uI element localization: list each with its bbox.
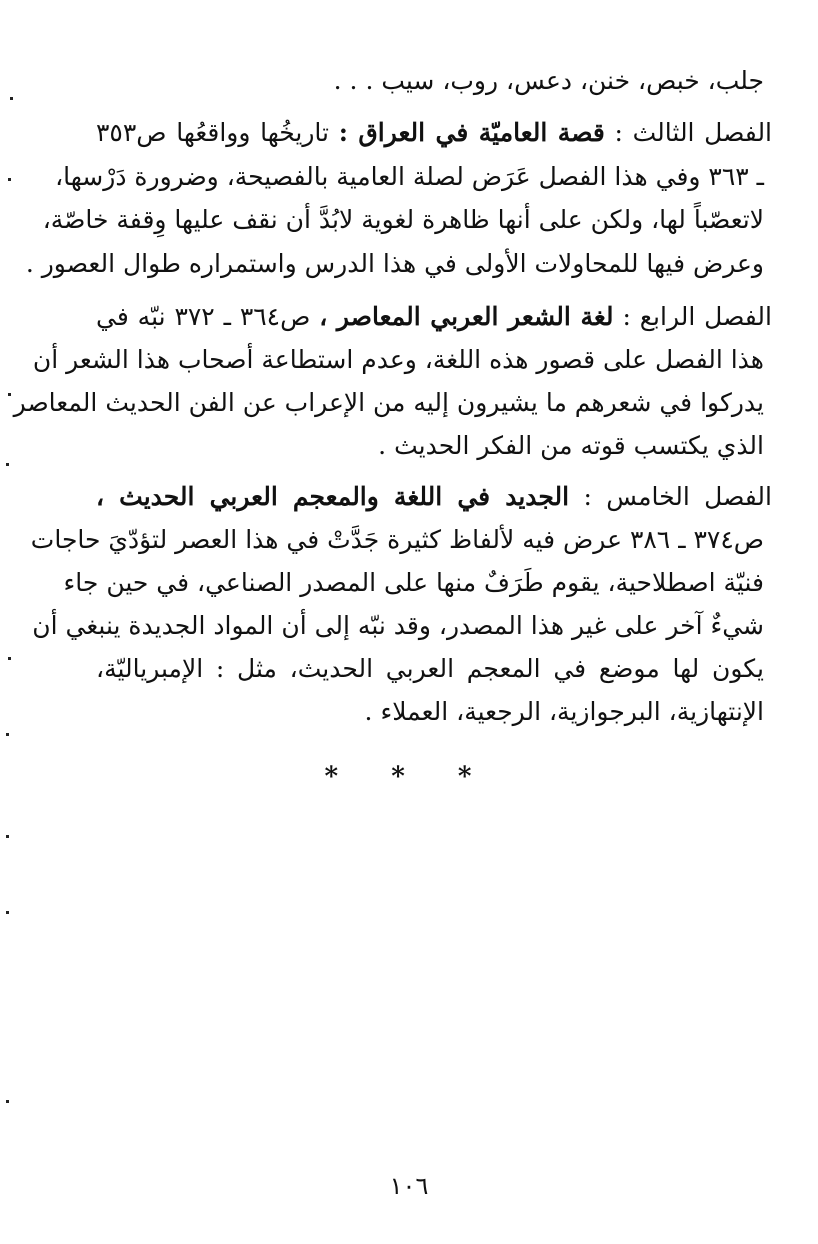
chapter3-text-2: ـ ٣٦٣ وفي هذا الفصل عَرَض لصلة العامية بالفصيحة، وضرورة دَرْسها، (55, 162, 764, 191)
scan-mark (6, 463, 9, 466)
chapter5-line-6 (96, 697, 764, 737)
chapter4-text-4: الذي يكتسب قوته من الفكر الحديث . (378, 431, 764, 460)
chapter5-line-5 (96, 654, 764, 694)
chapter4-text-3: يدركوا في شعرهم ما يشيرون إليه من الإعراب عن الفن الحديث المعاصر (13, 388, 764, 417)
chapter5-line-2 (30, 525, 764, 565)
page-number: ١٠٦ (389, 1172, 429, 1200)
chapter4-line-3 (13, 388, 764, 428)
scan-mark (6, 1100, 9, 1103)
chapter4-line-1 (96, 302, 772, 342)
chapter4-pages: ص٣٦٤ ـ ٣٧٢ نبّه في (96, 302, 311, 331)
chapter3-line-1 (96, 118, 772, 158)
scan-mark (8, 393, 11, 396)
chapter5-title: الجديد في اللغة والمعجم العربي الحديث ، (96, 482, 570, 511)
chapter3-lead: الفصل الثالث : (614, 118, 773, 147)
chapter4-line-2 (32, 345, 764, 385)
chapter4-lead: الفصل الرابع : (622, 302, 772, 331)
page-body (13, 0, 773, 740)
chapter5-text-3: فنيّة اصطلاحية، يقوم طَرَفٌ منها على المصدر الصناعي، في حين جاء (63, 568, 764, 597)
chapter5-line-4 (32, 611, 764, 651)
section-separator: * * * (324, 762, 494, 792)
chapter3-line-4 (25, 249, 764, 289)
chapter5-text-6: الإنتهازية، البرجوازية، الرجعية، العملاء . (364, 697, 764, 726)
chapter5-line-3 (63, 568, 764, 608)
scan-mark (10, 97, 13, 100)
chapter5-text-4: شيءٌ آخر على غير هذا المصدر، وقد نبّه إلى أن المواد الجديدة ينبغي أن (32, 611, 764, 640)
scan-mark (6, 733, 9, 736)
chapter3-text-3: لاتعصّباً لها، ولكن على أنها ظاهرة لغوية لابُدَّ أن نقف عليها وِقفة خاصّة، (42, 205, 764, 234)
scan-mark (6, 835, 9, 838)
scan-mark (8, 178, 11, 181)
chapter3-title: قصة العاميّة في العراق : (338, 118, 605, 147)
chapter4-line-4 (96, 431, 764, 471)
intro-line (96, 66, 764, 106)
chapter5-lead: الفصل الخامس : (583, 482, 772, 511)
chapter3-line-3 (42, 205, 764, 245)
chapter5-line-1 (96, 482, 772, 522)
chapter5-text-5: يكون لها موضع في المعجم العربي الحديث، مثل : الإمبرياليّة، (96, 654, 764, 683)
chapter3-text-4: وعرض فيها للمحاولات الأولى في هذا الدرس واستمراره طوال العصور . (25, 249, 764, 278)
scan-mark (8, 657, 11, 660)
chapter4-text-2: هذا الفصل على قصور هذه اللغة، وعدم استطاعة أصحاب هذا الشعر أن (32, 345, 764, 374)
intro-text: جلب، خبص، خنن، دعس، روب، سيب . . . (333, 66, 764, 95)
chapter4-title: لغة الشعر العربي المعاصر ، (319, 302, 614, 331)
chapter3-line-2 (55, 162, 764, 202)
chapter5-text-2: ص٣٧٤ ـ ٣٨٦ عرض فيه لألفاظ كثيرة جَدَّتْ في هذا العصر لتؤدّيَ حاجات (30, 525, 764, 554)
scan-mark (6, 911, 9, 914)
chapter3-pages: تاريخُها وواقعُها ص٣٥٣ (96, 118, 330, 147)
